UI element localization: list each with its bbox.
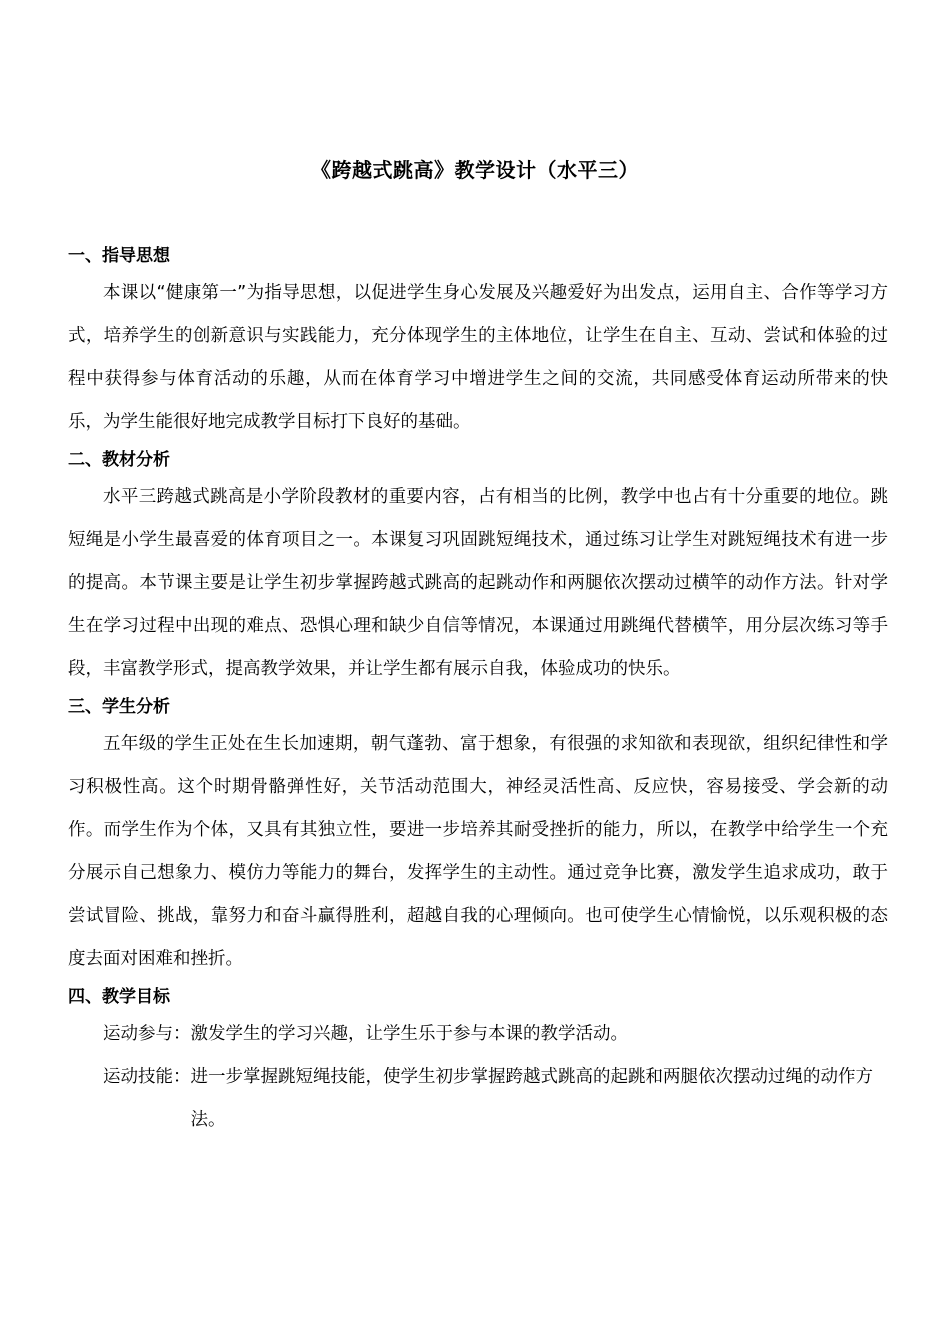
document-body [68,240,888,1142]
objective-label: 运动参与： [103,1024,191,1044]
section-heading: 三、学生分析 [68,697,170,717]
section-paragraph: 本课以“健康第一”为指导思想，以促进学生身心发展及兴趣爱好为出发点，运用自主、合作等学习方式，培养学生的创新意识与实践能力，充分体现学生的主体地位，让学生在自主、互动、尝试和体验的过程中获得参与体育活动的乐趣，从而在体育学习中增进学生之间的交流，共同感受体育运动所带来的快乐，为学生能很好地完成教学目标打下良好的基础。 [68,283,888,432]
objective-label: 运动技能： [103,1067,191,1087]
objective-text: 激发学生的学习兴趣，让学生乐于参与本课的教学活动。 [190,1024,628,1044]
section-textbook-analysis [68,444,888,691]
document-title: 《跨越式跳高》教学设计（水平三） [311,158,639,182]
section-paragraph: 水平三跨越式跳高是小学阶段教材的重要内容，占有相当的比例，教学中也占有十分重要的地位。跳短绳是小学生最喜爱的体育项目之一。本课复习巩固跳短绳技术，通过练习让学生对跳短绳技术有进一步的提高。本节课主要是让学生初步掌握跨越式跳高的起跳动作和两腿依次摆动过横竿的动作方法。针对学生在学习过程中出现的难点、恐惧心理和缺少自信等情况，本课通过用跳绳代替横竿，用分层次练习等手段，丰富教学形式，提高教学效果，并让学生都有展示自我，体验成功的快乐。 [68,487,888,679]
section-student-analysis [68,691,888,981]
objective-item [103,1013,888,1056]
objective-item [103,1056,888,1142]
section-guiding-ideology [68,240,888,444]
section-heading: 四、教学目标 [68,987,170,1007]
section-teaching-objectives [68,981,888,1142]
section-heading: 一、指导思想 [68,246,170,266]
objective-text: 进一步掌握跳短绳技能，使学生初步掌握跨越式跳高的起跳和两腿依次摆动过绳的动作方法。 [190,1067,873,1130]
section-heading: 二、教材分析 [68,450,170,470]
section-paragraph: 五年级的学生正处在生长加速期，朝气蓬勃、富于想象，有很强的求知欲和表现欲，组织纪律性和学习积极性高。这个时期骨骼弹性好，关节活动范围大，神经灵活性高、反应快，容易接受、学会新的动作。而学生作为个体，又具有其独立性，要进一步培养其耐受挫折的能力，所以，在教学中给学生一个充分展示自己想象力、模仿力等能力的舞台，发挥学生的主动性。通过竞争比赛，激发学生追求成功，敢于尝试冒险、挑战，靠努力和奋斗赢得胜利，超越自我的心理倾向。也可使学生心情愉悦，以乐观积极的态度去面对困难和挫折。 [68,734,888,969]
